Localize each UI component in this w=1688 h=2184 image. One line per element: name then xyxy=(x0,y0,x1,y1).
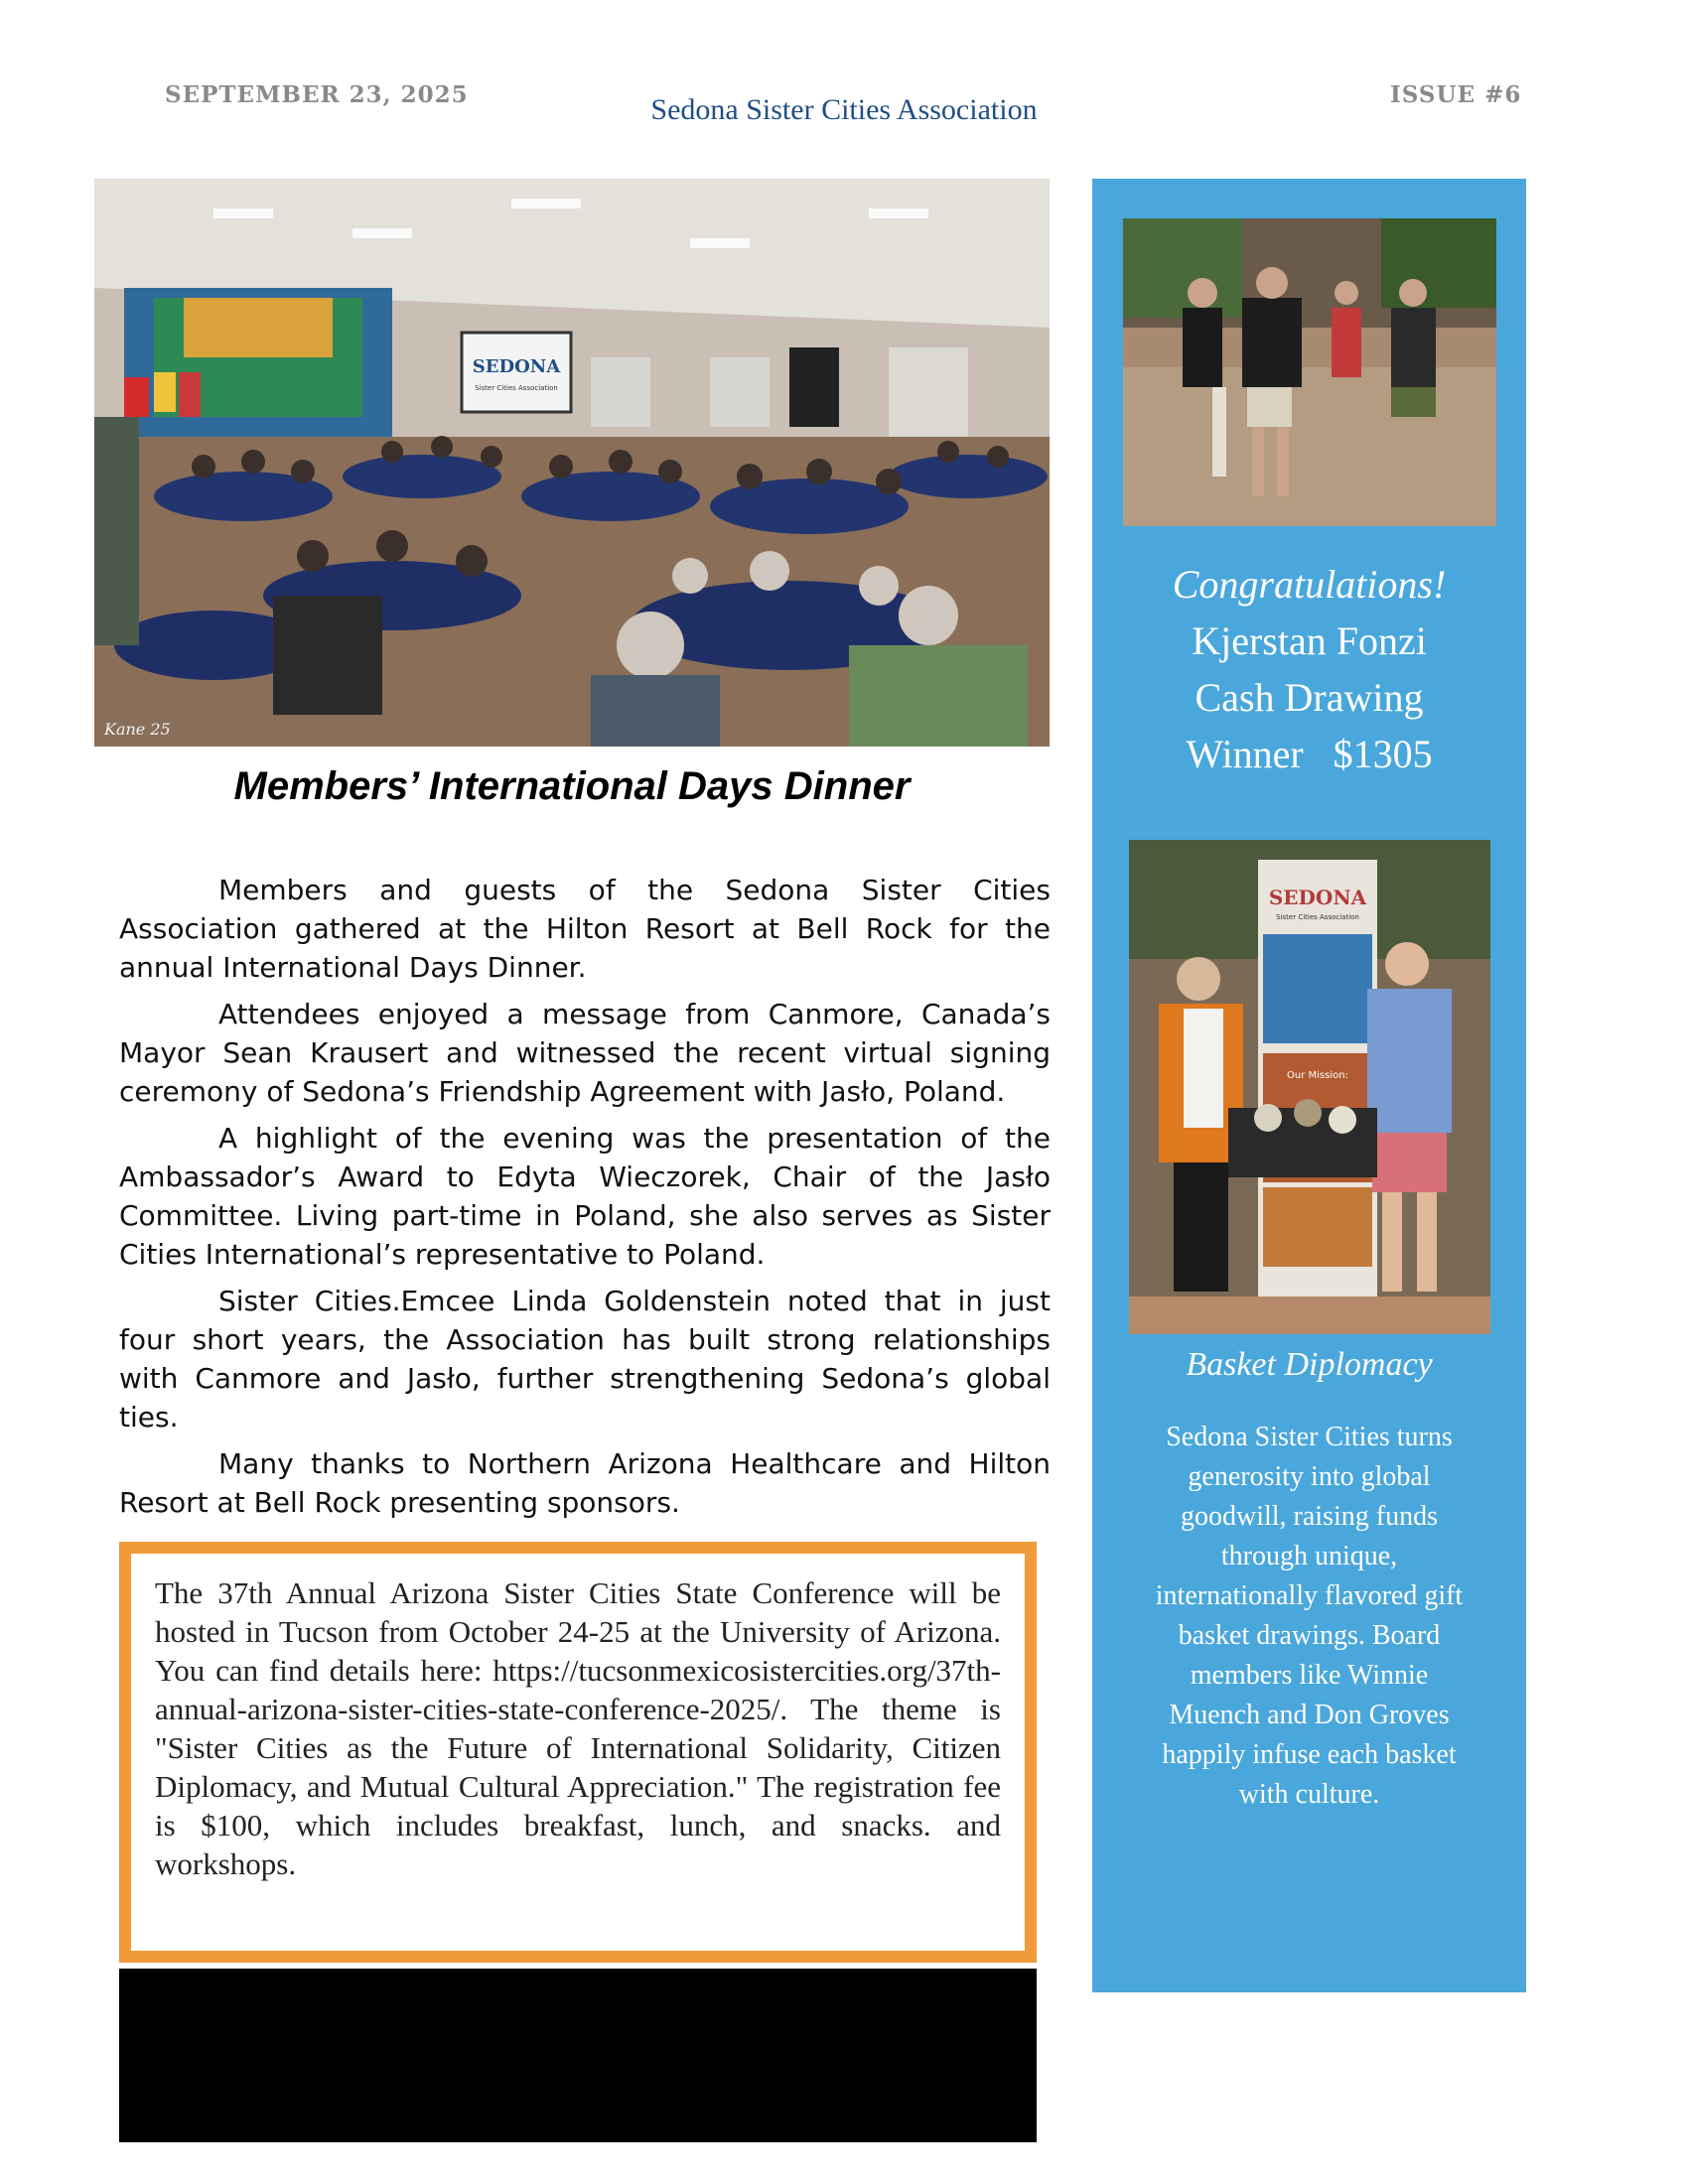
article-paragraph: Many thanks to Northern Arizona Healthcare and Hilton Resort at Bell Rock presenting sponsors. xyxy=(119,1447,1051,1519)
basket-diplomacy-text: Sedona Sister Cities turns generosity into global goodwill, raising funds through unique, internationally flavored gift basket drawings. Board members like Winnie Muench and Don Groves happily infuse each basket with culture. xyxy=(1155,1422,1464,1810)
conference-announcement-box xyxy=(119,1542,1037,1963)
banner-logo: SEDONA xyxy=(1268,886,1367,909)
winner-amount: Winner $1305 xyxy=(1186,732,1433,776)
conference-text: The 37th Annual Arizona Sister Cities State Conference will be hosted in Tucson from October 24-25 at the University of Arizona. You can find details here: https://tucsonmexicosistercities.org/37th-annual-arizona-sister-cities-state-conference-2025/. The theme is "Sister Cities as the Future of International Solidarity, Citizen Diplomacy, and Mutual Cultural Appreciation." The registration fee is $100, which includes breakfast, lunch, and snacks. and workshops. xyxy=(155,1575,1001,1881)
issue-number: ISSUE #6 xyxy=(1390,81,1522,108)
article-title: Members’ International Days Dinner xyxy=(233,764,911,808)
article-paragraph: Sister Cities.Emcee Linda Goldenstein noted that in just four short years, the Association has built strong relationships with Canmore and Jasło, further strengthening Sedona’s global ties. xyxy=(119,1285,1051,1433)
basket-diplomacy-title: Basket Diplomacy xyxy=(1186,1346,1433,1383)
screen-sub-text: Sister Cities Association xyxy=(475,384,558,392)
winner-line2: Cash Drawing xyxy=(1195,675,1424,720)
banner-mission: Our Mission: xyxy=(1287,1070,1348,1081)
newsletter-title: Sedona Sister Cities Association xyxy=(650,93,1038,126)
dancing-photo xyxy=(1123,218,1496,526)
newsletter-date: SEPTEMBER 23, 2025 xyxy=(165,81,469,108)
winner-name: Kjerstan Fonzi xyxy=(1192,618,1427,663)
cash-drawing-announcement xyxy=(1092,556,1526,782)
basket-diplomacy-photo xyxy=(1129,840,1490,1334)
banquet-hall-photo xyxy=(94,179,1050,747)
congrats-heading: Congratulations! xyxy=(1172,562,1447,607)
black-block xyxy=(119,1969,1037,2142)
article-paragraph: Attendees enjoyed a message from Canmore, Canada’s Mayor Sean Krausert and witnessed the recent virtual signing ceremony of Sedona’s Friendship Agreement with Jasło, Poland. xyxy=(119,998,1051,1108)
screen-logo-text: SEDONA xyxy=(472,356,561,377)
article-paragraph: Members and guests of the Sedona Sister Cities Association gathered at the Hilton Resort at Bell Rock for the annual International Days Dinner. xyxy=(119,874,1051,984)
article-body xyxy=(119,871,1051,1530)
article-paragraph: A highlight of the evening was the presentation of the Ambassador’s Award to Edyta Wieczorek, Chair of the Jasło Committee. Living part-time in Poland, she also serves as Sister Cities International’s representative to Poland. xyxy=(119,1122,1051,1271)
banner-sub: Sister Cities Association xyxy=(1276,913,1359,921)
photo-signature: Kane 25 xyxy=(104,720,171,739)
